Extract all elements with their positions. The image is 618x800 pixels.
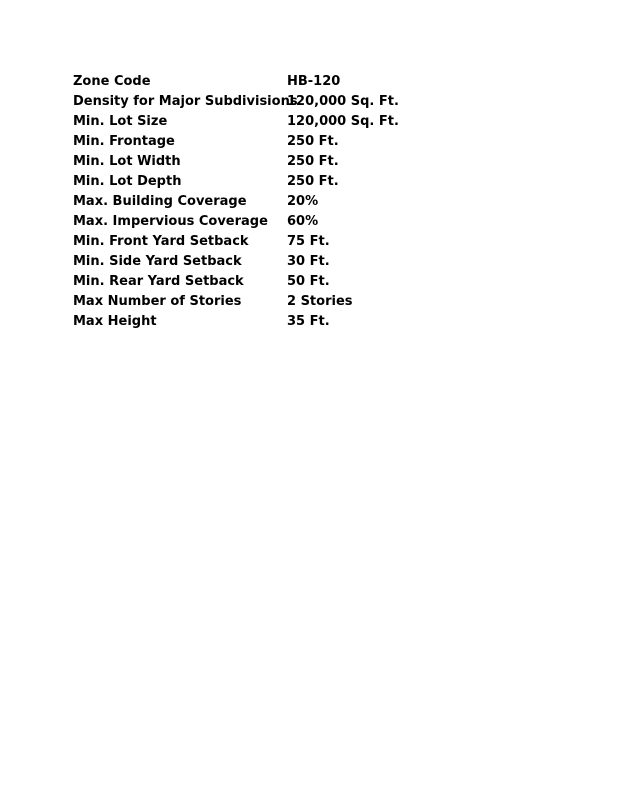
row-value: 120,000 Sq. Ft. bbox=[287, 94, 399, 109]
table-row bbox=[73, 312, 399, 332]
row-value: 30 Ft. bbox=[287, 254, 330, 269]
zoning-summary-table bbox=[73, 72, 399, 332]
table-row bbox=[73, 152, 399, 172]
row-value: 2 Stories bbox=[287, 294, 353, 309]
row-label: Max Height bbox=[73, 314, 157, 329]
row-label: Max Number of Stories bbox=[73, 294, 242, 309]
row-label: Zone Code bbox=[73, 74, 151, 89]
row-label: Min. Side Yard Setback bbox=[73, 254, 242, 269]
table-row bbox=[73, 112, 399, 132]
row-label: Min. Frontage bbox=[73, 134, 175, 149]
table-row bbox=[73, 72, 399, 92]
row-value: HB-120 bbox=[287, 74, 341, 89]
row-value: 50 Ft. bbox=[287, 274, 330, 289]
table-row bbox=[73, 252, 399, 272]
row-value: 75 Ft. bbox=[287, 234, 330, 249]
row-value: 20% bbox=[287, 194, 319, 209]
row-label: Min. Lot Depth bbox=[73, 174, 182, 189]
row-label: Min. Rear Yard Setback bbox=[73, 274, 244, 289]
table-row bbox=[73, 272, 399, 292]
row-label: Density for Major Subdivisions bbox=[73, 94, 298, 109]
row-value: 120,000 Sq. Ft. bbox=[287, 114, 399, 129]
table-row bbox=[73, 92, 399, 112]
row-label: Min. Lot Width bbox=[73, 154, 181, 169]
row-value: 250 Ft. bbox=[287, 154, 339, 169]
row-value: 250 Ft. bbox=[287, 134, 339, 149]
row-label: Max. Impervious Coverage bbox=[73, 214, 268, 229]
row-value: 250 Ft. bbox=[287, 174, 339, 189]
table-row bbox=[73, 132, 399, 152]
table-row bbox=[73, 212, 399, 232]
table-row bbox=[73, 192, 399, 212]
table-row bbox=[73, 292, 399, 312]
row-value: 35 Ft. bbox=[287, 314, 330, 329]
row-value: 60% bbox=[287, 214, 319, 229]
row-label: Min. Front Yard Setback bbox=[73, 234, 249, 249]
row-label: Max. Building Coverage bbox=[73, 194, 247, 209]
table-row bbox=[73, 172, 399, 192]
table-row bbox=[73, 232, 399, 252]
row-label: Min. Lot Size bbox=[73, 114, 168, 129]
